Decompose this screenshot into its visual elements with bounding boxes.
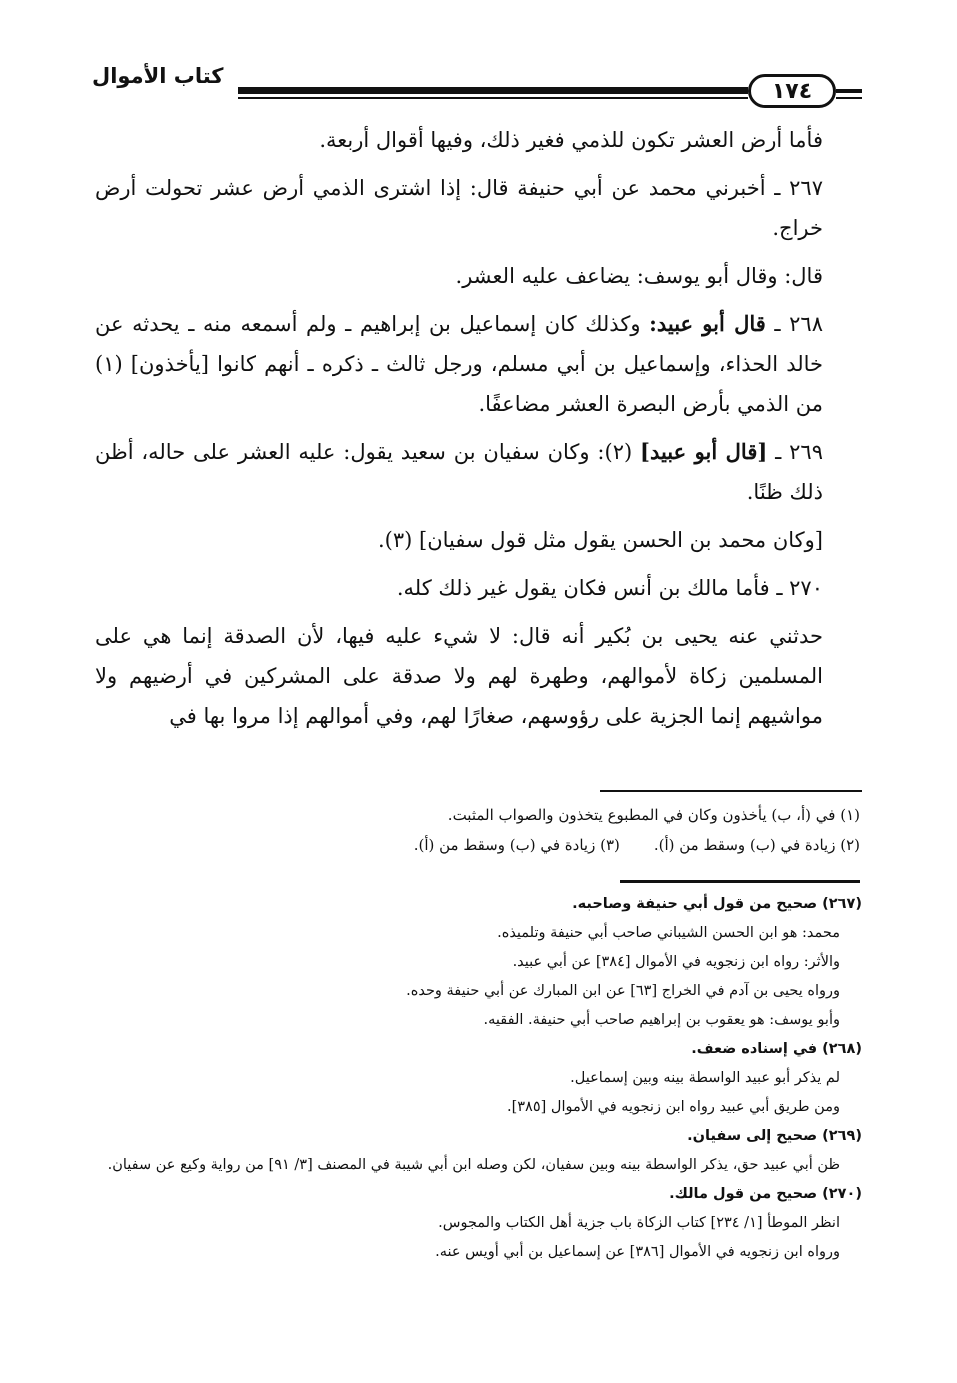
header-rule <box>238 87 748 94</box>
commentary-notes <box>80 890 862 1267</box>
note-heading: (٢٧٠) صحيح من قول مالك. <box>669 1186 862 1202</box>
note-line: والأثر: رواه ابن زنجويه في الأموال [٣٨٤] عن أبي عبيد. <box>512 954 840 970</box>
note-line: ورواه يحيى بن آدم في الخراج [٦٣] عن ابن المبارك عن أبي حنيفة وحده. <box>406 983 840 999</box>
note-line: وأبو يوسف: هو يعقوب بن إبراهيم صاحب أبي حنيفة. الفقيه. <box>483 1012 840 1028</box>
paragraph: قال: وقال أبو يوسف: يضاعف عليه العشر. <box>455 264 823 288</box>
paragraph-269 <box>95 432 863 512</box>
page-header <box>0 58 957 108</box>
header-rule-thin <box>238 97 748 99</box>
note-heading: (٢٦٨) في إسناده ضعف. <box>691 1041 862 1057</box>
note-line: محمد: هو ابن الحسن الشيباني صاحب أبي حنيفة وتلميذه. <box>497 925 840 941</box>
paragraph-text: (٢): وكان سفيان بن سعيد يقول: عليه العشر على حاله، أظن ذلك ظنًا. <box>95 440 823 504</box>
page-number: ١٧٤ <box>748 74 836 108</box>
paragraph-270: ٢٧٠ ـ فأما مالك بن أنس فكان يقول غير ذلك كله. <box>396 576 823 600</box>
footnote: (١) في (أ، ب) يأخذون وكان في المطبوع يتخذون والصواب المثبت. <box>447 806 860 824</box>
note-line: ورواه ابن زنجويه في الأموال [٣٨٦] عن إسماعيل بن أبي أويس عنه. <box>435 1244 840 1260</box>
note-heading: (٢٦٧) صحيح من قول أبي حنيفة وصاحبه. <box>572 896 862 912</box>
paragraph-number: ٢٦٨ ـ <box>774 312 823 336</box>
narrator-label: قال أبو عبيد: <box>649 311 766 336</box>
note-heading: (٢٦٩) صحيح إلى سفيان. <box>687 1128 862 1144</box>
note-line: انظر الموطأ [١/ ٢٣٤] كتاب الزكاة باب جزية أهل الكتاب والمجوس. <box>438 1215 840 1231</box>
paragraph-text: وكذلك كان إسماعيل بن إبراهيم ـ ولم أسمعه منه ـ يحدثه عن خالد الحذاء، وإسماعيل بن أبي مسلم، ورجل ثالث ـ ذكره ـ أنهم كانوا [يأخذون] (١) من الذمي بأرض البصرة العشر مضاعفًا. <box>95 312 823 416</box>
book-title: كتاب الأموال <box>92 64 224 88</box>
paragraph-number: ٢٦٩ ـ <box>775 440 823 464</box>
notes-separator <box>620 880 860 883</box>
paragraph: [وكان محمد بن الحسن يقول مثل قول سفيان] (٣). <box>378 528 823 552</box>
paragraph: حدثني عنه يحيى بن بُكير أنه قال: لا شيء عليه فيها، لأن الصدقة إنما هي على المسلمين زكاة لأموالهم، وطهرة لهم ولا صدقة على المشركين في أرضيهم ولا مواشيهم إنما الجزية على رؤوسهم، صغارًا لهم، وفي أموالهم إذا مروا بها في <box>95 624 823 728</box>
paragraph: فأما أرض العشر تكون للذمي فغير ذلك، وفيها أقوال أربعة. <box>319 128 823 152</box>
footnote-separator <box>600 790 862 792</box>
footnotes <box>200 800 860 860</box>
paragraph-268 <box>95 304 863 424</box>
note-line: ظن أبي عبيد حق، يذكر الواسطة بينه وبين سفيان، لكن وصله ابن أبي شيبة في المصنف [٣/ ٩١] من رواية وكيع عن سفيان. <box>107 1157 840 1173</box>
footnote: (٢) زيادة في (ب) وسقط من (أ). <box>653 836 860 854</box>
note-line: ومن طريق أبي عبيد رواه ابن زنجويه في الأموال [٣٨٥]. <box>506 1099 840 1115</box>
note-line: لم يذكر أبو عبيد الواسطة بينه وبين إسماعيل. <box>570 1070 840 1086</box>
page-number-rule <box>836 89 862 93</box>
paragraph-267: ٢٦٧ ـ أخبرني محمد عن أبي حنيفة قال: إذا اشترى الذمي أرض عشر تحولت أرض خراج. <box>95 176 823 240</box>
narrator-label: [قال أبو عبيد] <box>640 439 768 464</box>
footnote-row <box>200 830 860 860</box>
footnote: (٣) زيادة في (ب) وسقط من (أ). <box>413 836 620 854</box>
main-text <box>95 120 863 744</box>
page-number-rule-thin <box>836 97 862 99</box>
